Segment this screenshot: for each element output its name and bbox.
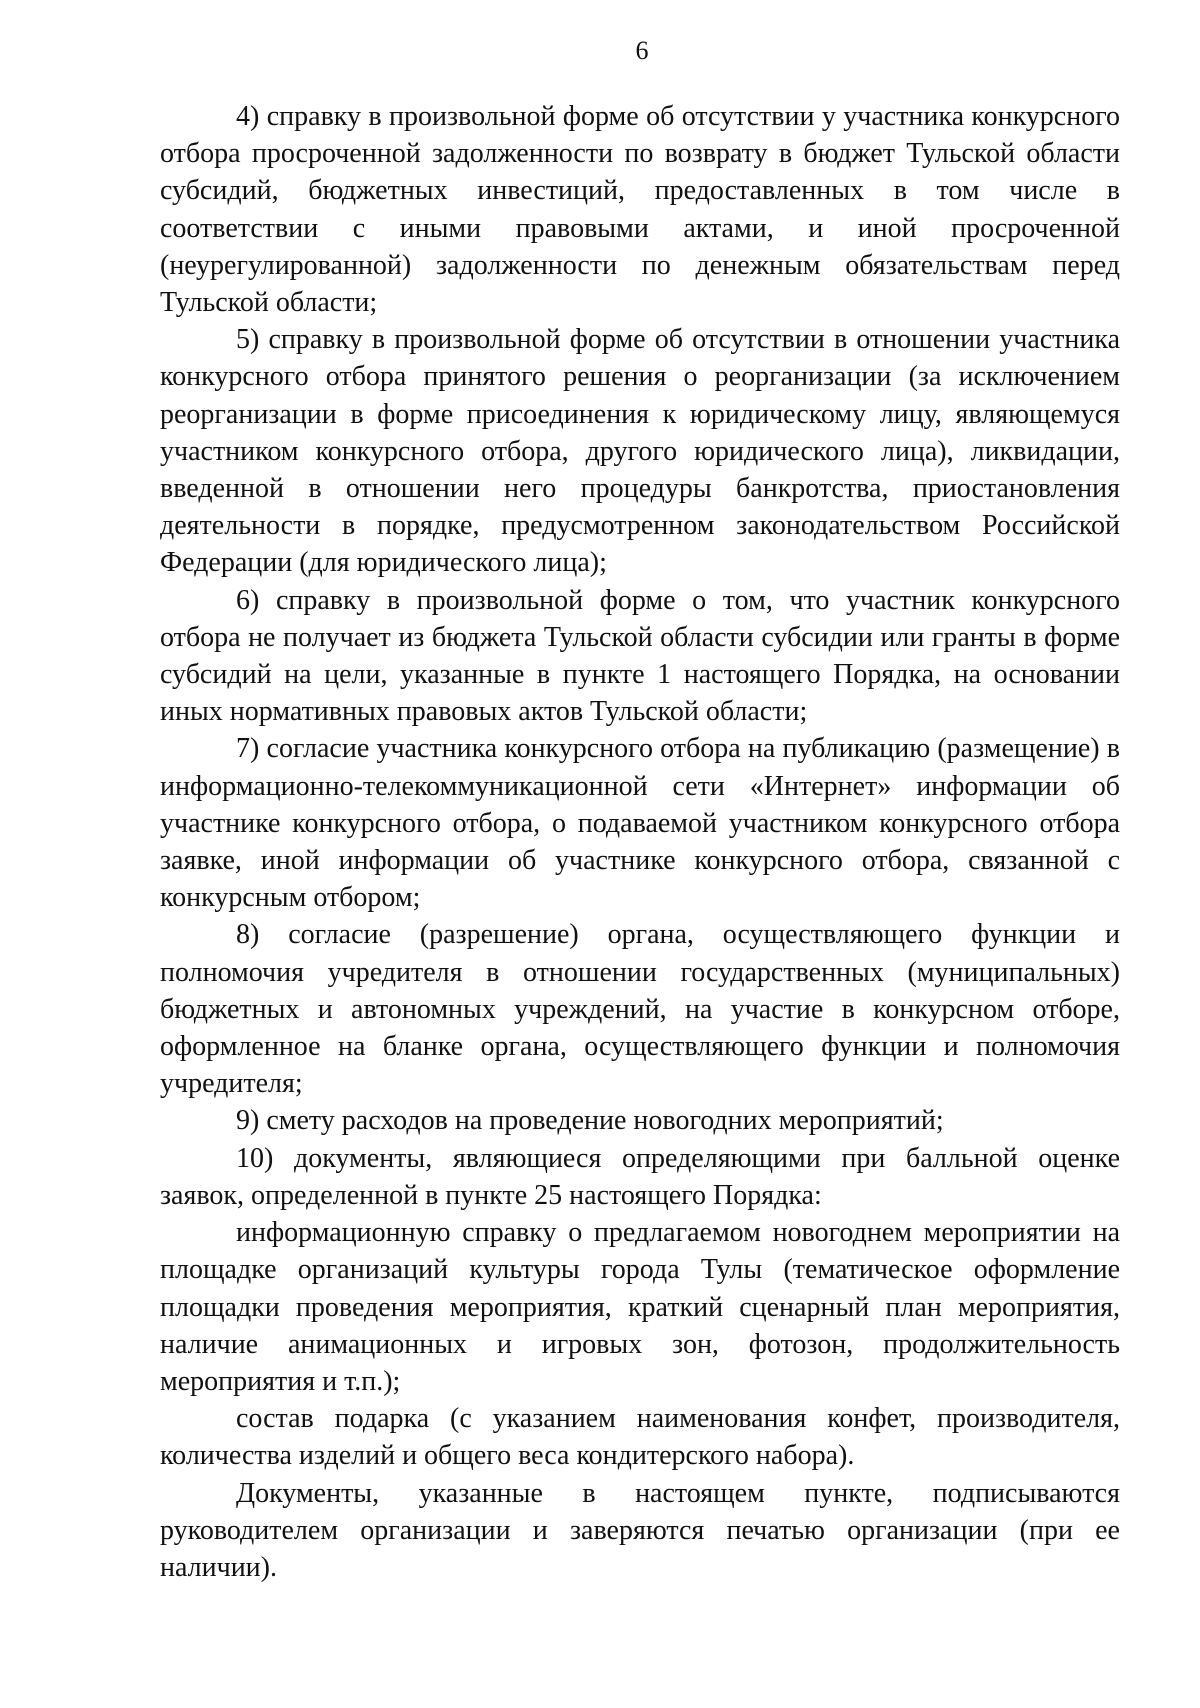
- paragraph-gift-composition: состав подарка (с указанием наименования конфет, производителя, количества изделий и общего веса кондитерского набора).: [160, 1403, 1120, 1472]
- paragraph-info-note: информационную справку о предлагаемом новогоднем мероприятии на площадке организаций культуры города Тулы (тематическое оформление площадки проведения мероприятия, краткий сценарный план мероприятия, наличие анимационных и игровых зон, фотозон, продолжительность мероприятия и т.п.);: [160, 1217, 1120, 1397]
- paragraph-item-10: 10) документы, являющиеся определяющими при балльной оценке заявок, определенной в пункте 25 настоящего Порядка:: [160, 1142, 1120, 1211]
- paragraph-signature-note: Документы, указанные в настоящем пункте, подписываются руководителем организации и заверяются печатью организации (при ее наличии).: [160, 1477, 1120, 1583]
- paragraph-item-5: 5) справку в произвольной форме об отсутствии в отношении участника конкурсного отбора принятого решения о реорганизации (за исключением реорганизации в форме присоединения к юридическому лицу, являющемуся участником конкурсного отбора, другого юридического лица), ликвидации, введенной в отношении него процедуры банкротства, приостановления деятельности в порядке, предусмотренном законодательством Российской Федерации (для юридического лица);: [160, 324, 1120, 579]
- page-number: 6: [635, 36, 649, 65]
- paragraph-item-7: 7) согласие участника конкурсного отбора на публикацию (размещение) в информационно-телекоммуникационной сети «Интернет» информации об участнике конкурсного отбора, о подаваемой участником конкурсного отбора заявке, иной информации об участнике конкурсного отбора, связанной с конкурсным отбором;: [160, 733, 1120, 914]
- paragraph-item-8: 8) согласие (разрешение) органа, осуществляющего функции и полномочия учредителя в отношении государственных (муниципальных) бюджетных и автономных учреждений, на участие в конкурсном отборе, оформленное на бланке органа, осуществляющего функции и полномочия учредителя;: [160, 919, 1120, 1100]
- paragraph-item-9: 9) смету расходов на проведение новогодних мероприятий;: [236, 1105, 944, 1137]
- document-body: [160, 98, 1120, 1586]
- paragraph-item-6: 6) справку в произвольной форме о том, что участник конкурсного отбора не получает из бюджета Тульской области субсидии или гранты в форме субсидий на цели, указанные в пункте 1 настоящего Порядка, на основании иных нормативных правовых актов Тульской области;: [160, 584, 1120, 728]
- paragraph-item-4: 4) справку в произвольной форме об отсутствии у участника конкурсного отбора просроченной задолженности по возврату в бюджет Тульской области субсидий, бюджетных инвестиций, предоставленных в том числе в соответствии с иными правовыми актами, и иной просроченной (неурегулированной) задолженности по денежным обязательствам перед Тульской области;: [160, 101, 1120, 319]
